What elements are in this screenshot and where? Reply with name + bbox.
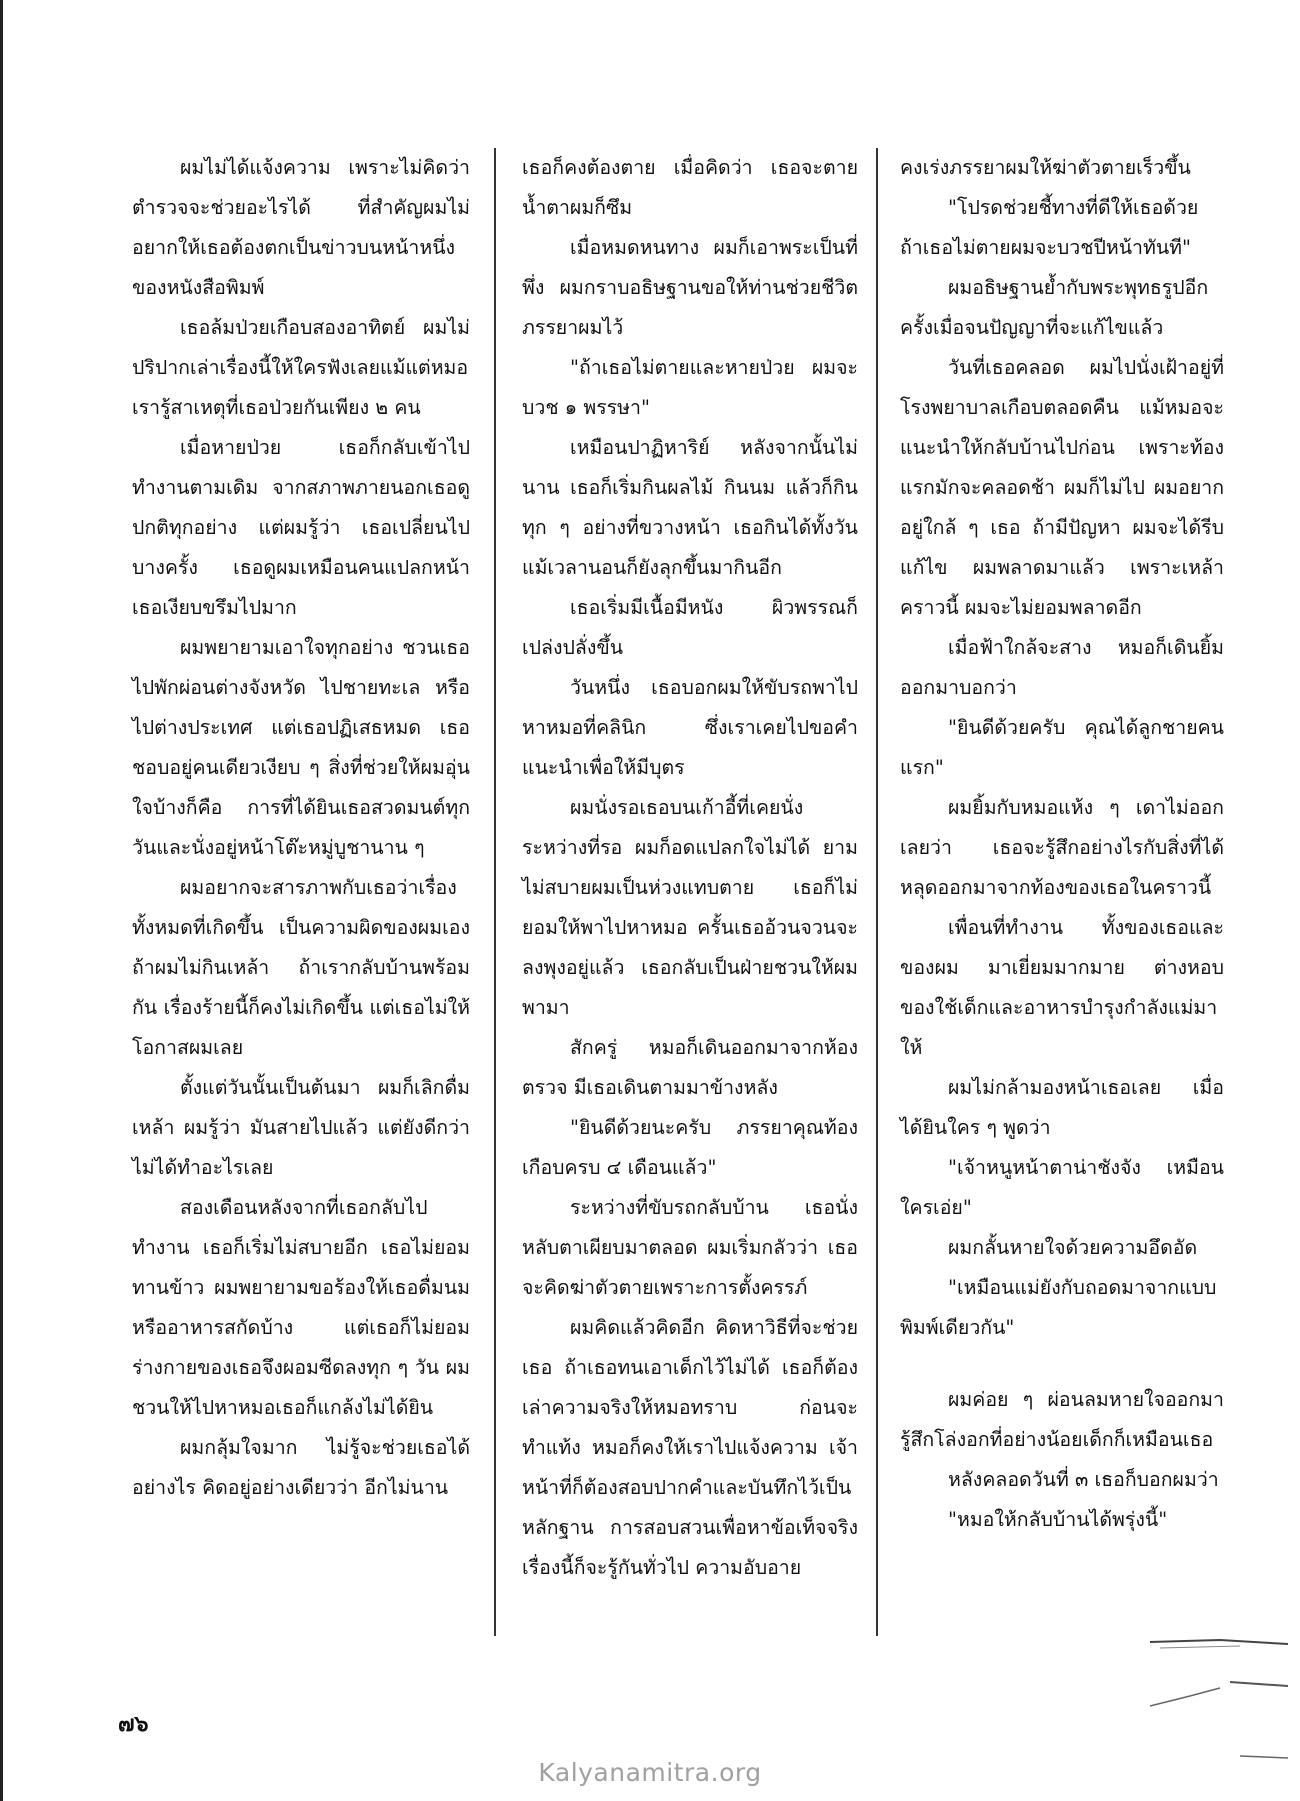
paragraph: ผมไม่กล้ามองหน้าเธอเลย เมื่อได้ยินใคร ๆ พูดว่า xyxy=(900,1076,1224,1139)
paragraph: "เหมือนแม่ยังกับถอดมาจากแบบพิมพ์เดียวกัน" xyxy=(900,1276,1217,1339)
text-column-1 xyxy=(132,148,470,1508)
paragraph: ผมค่อย ๆ ผ่อนลมหายใจออกมา รู้สึกโล่งอกที่อย่างน้อยเด็กก็เหมือนเธอ xyxy=(900,1388,1224,1451)
paragraph: วันที่เธอคลอด ผมไปนั่งเฝ้าอยู่ที่โรงพยาบาลเกือบตลอดคืน แม้หมอจะแนะนำให้กลับบ้านไปก่อน เพราะท้องแรกมักจะคลอดช้า ผมก็ไม่ไป ผมอยากอยู่ใกล้ ๆ เธอ ถ้ามีปัญหา ผมจะได้รีบแก้ไข ผมพลาดมาแล้ว เพราะเหล้า คราวนี้ ผมจะไม่ยอมพลาดอีก xyxy=(900,356,1224,619)
paragraph: ผมนั่งรอเธอบนเก้าอี้ที่เคยนั่งระหว่างที่รอ ผมก็อดแปลกใจไม่ได้ ยามไม่สบายผมเป็นห่วงแทบตาย เธอก็ไม่ยอมให้พาไปหาหมอ ครั้นเธออ้วนจวนจะลงพุงอยู่แล้ว เธอกลับเป็นฝ่ายชวนให้ผมพามา xyxy=(522,796,858,1019)
paragraph: "หมอให้กลับบ้านได้พรุ่งนี้" xyxy=(948,1508,1168,1531)
paragraph: เหมือนปาฏิหาริย์ หลังจากนั้นไม่นาน เธอก็เริ่มกินผลไม้ กินนม แล้วก็กินทุก ๆ อย่างที่ขวางหน้า เธอกินได้ทั้งวัน แม้เวลานอนก็ยังลุกขึ้นมากินอีก xyxy=(522,436,858,579)
text-column-2 xyxy=(522,148,858,1588)
source-watermark: Kalyanamitra.org xyxy=(538,1758,762,1787)
paragraph: เธอก็คงต้องตาย เมื่อคิดว่า เธอจะตาย น้ำตาผมก็ซึม xyxy=(522,156,858,219)
paragraph: เมื่อหายป่วย เธอก็กลับเข้าไปทำงานตามเดิม จากสภาพภายนอกเธอดูปกติทุกอย่าง แต่ผมรู้ว่า เธอเปลี่ยนไป บางครั้ง เธอดูผมเหมือนคนแปลกหน้า เธอเงียบขรึมไปมาก xyxy=(132,436,470,619)
paragraph: "ยินดีด้วยนะครับ ภรรยาคุณท้องเกือบครบ ๔ เดือนแล้ว" xyxy=(522,1116,858,1179)
paragraph: เมื่อฟ้าใกล้จะสาง หมอก็เดินยิ้มออกมาบอกว่า xyxy=(900,636,1224,699)
paragraph: ตั้งแต่วันนั้นเป็นต้นมา ผมก็เลิกดื่มเหล้า ผมรู้ว่า มันสายไปแล้ว แต่ยังดีกว่าไม่ได้ทำอะไรเลย xyxy=(132,1076,470,1179)
paragraph: ผมกลุ้มใจมาก ไม่รู้จะช่วยเธอได้อย่างไร คิดอยู่อย่างเดียวว่า อีกไม่นาน xyxy=(132,1436,470,1499)
column-divider-1 xyxy=(494,148,496,1636)
paragraph: คงเร่งภรรยาผมให้ฆ่าตัวตายเร็วขึ้น xyxy=(900,156,1191,179)
paragraph: เธอเริ่มมีเนื้อมีหนัง ผิวพรรณก็เปล่งปลั่งขึ้น xyxy=(522,596,858,659)
page-number: ๗๖ xyxy=(118,1711,149,1737)
paragraph: วันหนึ่ง เธอบอกผมให้ขับรถพาไปหาหมอที่คลินิก ซึ่งเราเคยไปขอคำแนะนำเพื่อให้มีบุตร xyxy=(522,676,858,779)
paragraph: เมื่อหมดหนทาง ผมก็เอาพระเป็นที่พึ่ง ผมกราบอธิษฐานขอให้ท่านช่วยชีวิตภรรยาผมไว้ xyxy=(522,236,858,339)
paragraph: "ยินดีด้วยครับ คุณได้ลูกชายคนแรก" xyxy=(900,716,1224,779)
paragraph: สองเดือนหลังจากที่เธอกลับไปทำงาน เธอก็เริ่มไม่สบายอีก เธอไม่ยอมทานข้าว ผมพยายามขอร้องให้เธอดื่มนมหรืออาหารสกัดบ้าง แต่เธอก็ไม่ยอม ร่างกายของเธอจึงผอมซีดลงทุก ๆ วัน ผมชวนให้ไปหาหมอเธอก็แกล้งไม่ได้ยิน xyxy=(132,1196,470,1419)
paragraph: ระหว่างที่ขับรถกลับบ้าน เธอนั่งหลับตาเผียบมาตลอด ผมเริ่มกลัวว่า เธอจะคิดฆ่าตัวตายเพราะการตั้งครรภ์ xyxy=(522,1196,858,1299)
paragraph: "โปรดช่วยชี้ทางที่ดีให้เธอด้วย ถ้าเธอไม่ตายผมจะบวชปีหน้าทันที" xyxy=(900,196,1199,259)
paragraph: ผมไม่ได้แจ้งความ เพราะไม่คิดว่าตำรวจจะช่วยอะไรได้ ที่สำคัญผมไม่อยากให้เธอต้องตกเป็นข่าวบนหน้าหนึ่งของหนังสือพิมพ์ xyxy=(132,156,470,299)
page-left-edge xyxy=(0,0,3,1801)
paragraph: เธอล้มป่วยเกือบสองอาทิตย์ ผมไม่ปริปากเล่าเรื่องนี้ให้ใครฟังเลยแม้แต่หมอ เรารู้สาเหตุที่เธอป่วยกันเพียง ๒ คน xyxy=(132,316,470,419)
paragraph: เพื่อนที่ทำงาน ทั้งของเธอและของผม มาเยี่ยมมากมาย ต่างหอบของใช้เด็กและอาหารบำรุงกำลังแม่มาให้ xyxy=(900,916,1224,1059)
paragraph: สักครู่ หมอก็เดินออกมาจากห้องตรวจ มีเธอเดินตามมาข้างหลัง xyxy=(522,1036,858,1099)
scan-artifact-marks xyxy=(1120,1636,1290,1776)
paragraph: ผมกลั้นหายใจด้วยความอึดอัด xyxy=(948,1236,1198,1259)
column-divider-2 xyxy=(876,148,878,1636)
paragraph: หลังคลอดวันที่ ๓ เธอก็บอกผมว่า xyxy=(948,1468,1219,1491)
text-column-3 xyxy=(900,148,1224,1540)
paragraph: ผมคิดแล้วคิดอีก คิดหาวิธีที่จะช่วยเธอ ถ้าเธอทนเอาเด็กไว้ไม่ได้ เธอก็ต้องเล่าความจริงให้หมอทราบ ก่อนจะทำแท้ง หมอก็คงให้เราไปแจ้งความ เจ้าหน้าที่ก็ต้องสอบปากคำและบันทึกไว้เป็นหลักฐาน การสอบสวนเพื่อหาข้อเท็จจริงเรื่องนี้ก็จะรู้กันทั่วไป ความอับอาย xyxy=(522,1316,858,1579)
paragraph: ผมพยายามเอาใจทุกอย่าง ชวนเธอไปพักผ่อนต่างจังหวัด ไปชายทะเล หรือไปต่างประเทศ แต่เธอปฏิเสธหมด เธอชอบอยู่คนเดียวเงียบ ๆ สิ่งที่ช่วยให้ผมอุ่นใจบ้างก็คือ การที่ได้ยินเธอสวดมนต์ทุกวันและนั่งอยู่หน้าโต๊ะหมู่บูชานาน ๆ xyxy=(132,636,470,859)
paragraph: ผมอยากจะสารภาพกับเธอว่าเรื่องทั้งหมดที่เกิดขึ้น เป็นความผิดของผมเอง ถ้าผมไม่กินเหล้า ถ้าเรากลับบ้านพร้อมกัน เรื่องร้ายนี้ก็คงไม่เกิดขึ้น แต่เธอไม่ให้โอกาสผมเลย xyxy=(132,876,470,1059)
paragraph: ผมอธิษฐานย้ำกับพระพุทธรูปอีกครั้งเมื่อจนปัญญาที่จะแก้ไขแล้ว xyxy=(900,276,1209,339)
paragraph: "ถ้าเธอไม่ตายและหายป่วย ผมจะบวช ๑ พรรษา" xyxy=(522,356,858,419)
paragraph: ผมยิ้มกับหมอแห้ง ๆ เดาไม่ออกเลยว่า เธอจะรู้สึกอย่างไรกับสิ่งที่ได้หลุดออกมาจากท้องของเธอในคราวนี้ xyxy=(900,796,1224,899)
paragraph: "เจ้าหนูหน้าตาน่าชังจัง เหมือนใครเอ่ย" xyxy=(900,1156,1224,1219)
